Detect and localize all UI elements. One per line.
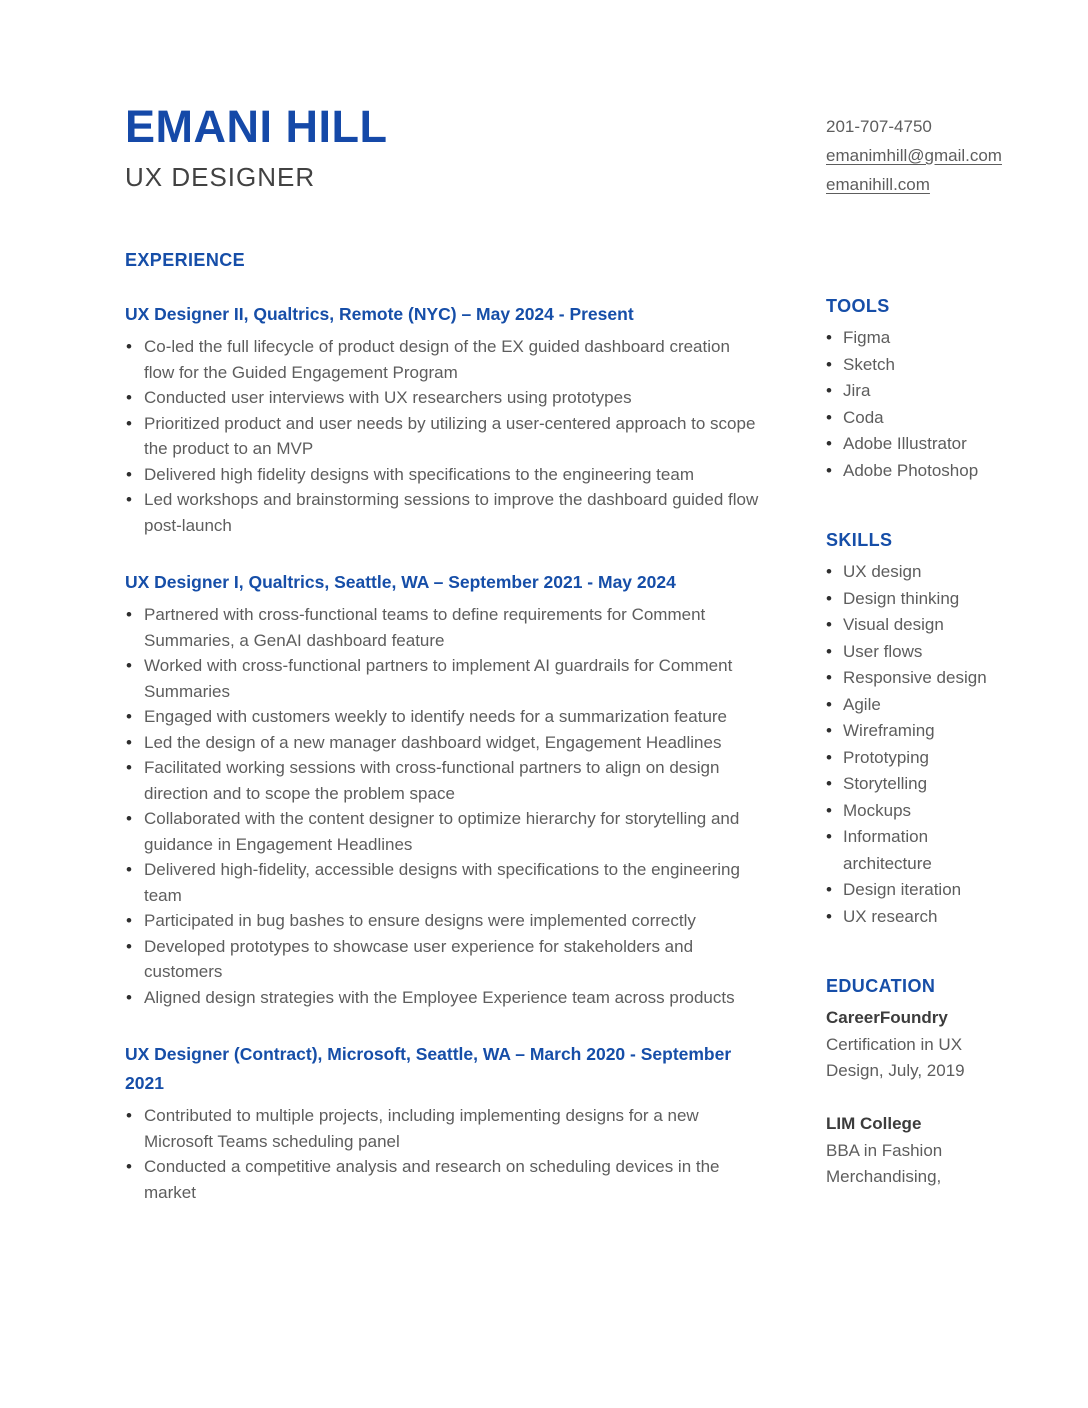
job-bullet-list: [125, 334, 761, 538]
person-name: EMANI HILL: [125, 101, 388, 152]
job-title: UX Designer II, Qualtrics, Remote (NYC) – May 2024 - Present: [125, 304, 634, 324]
experience-section: [125, 199, 761, 1205]
job-bullet: • Contributed to multiple projects, including implementing designs for a new Microsoft Teams scheduling panel: [125, 1103, 761, 1154]
education-entry: [826, 1111, 1016, 1190]
email-link[interactable]: emanimhill@gmail.com: [826, 146, 1002, 165]
skill-item: • Prototyping: [826, 745, 1016, 772]
sidebar: [826, 199, 1016, 1205]
school-detail: Certification in UX Design, July, 2019: [826, 1035, 965, 1080]
tool-item: • Adobe Photoshop: [826, 458, 1016, 485]
person-title: UX DESIGNER: [125, 162, 316, 192]
job-bullet: • Delivered high fidelity designs with specifications to the engineering team: [125, 462, 761, 488]
skill-item: • Agile: [826, 692, 1016, 719]
job-bullet: • Conducted user interviews with UX researchers using prototypes: [125, 385, 761, 411]
job-bullet: • Facilitated working sessions with cross-functional partners to align on design direction and to scope the problem space: [125, 755, 761, 806]
contact-block: [826, 112, 1016, 199]
tools-list: [826, 325, 1016, 484]
job-bullet: • Engaged with customers weekly to identify needs for a summarization feature: [125, 704, 761, 730]
education-entry: [826, 1005, 1016, 1084]
skill-item: • Design iteration: [826, 877, 1016, 904]
skill-item: • Storytelling: [826, 771, 1016, 798]
job-bullet: • Led workshops and brainstorming sessions to improve the dashboard guided flow post-launch: [125, 487, 761, 538]
tool-item: • Figma: [826, 325, 1016, 352]
job-bullet: • Developed prototypes to showcase user experience for stakeholders and customers: [125, 934, 761, 985]
skill-item: • Responsive design: [826, 665, 1016, 692]
job-bullet: • Aligned design strategies with the Employee Experience team across products: [125, 985, 761, 1011]
job-entry: [125, 300, 761, 538]
job-entry: [125, 1040, 761, 1205]
experience-heading: EXPERIENCE: [125, 250, 246, 270]
school-name: LIM College: [826, 1114, 922, 1133]
job-title: UX Designer (Contract), Microsoft, Seattle, WA – March 2020 - September 2021: [125, 1044, 732, 1093]
job-title: UX Designer I, Qualtrics, Seattle, WA – September 2021 - May 2024: [125, 572, 676, 592]
tool-item: • Coda: [826, 405, 1016, 432]
education-section: [826, 976, 1016, 1190]
job-bullet: • Participated in bug bashes to ensure designs were implemented correctly: [125, 908, 761, 934]
header-name-block: [125, 101, 761, 199]
skill-item: • Information architecture: [826, 824, 1016, 877]
job-bullet: • Co-led the full lifecycle of product design of the EX guided dashboard creation flow for the Guided Engagement Program: [125, 334, 761, 385]
job-bullet: • Partnered with cross-functional teams to define requirements for Comment Summaries, a GenAI dashboard feature: [125, 602, 761, 653]
job-bullet: • Worked with cross-functional partners to implement AI guardrails for Comment Summaries: [125, 653, 761, 704]
phone-number: 201-707-4750: [826, 117, 932, 136]
tools-heading: TOOLS: [826, 296, 890, 316]
tool-item: • Adobe Illustrator: [826, 431, 1016, 458]
skill-item: • Wireframing: [826, 718, 1016, 745]
skill-item: • Design thinking: [826, 586, 1016, 613]
tool-item: • Jira: [826, 378, 1016, 405]
job-bullet: • Led the design of a new manager dashboard widget, Engagement Headlines: [125, 730, 761, 756]
tools-section: [826, 296, 1016, 484]
skill-item: • UX research: [826, 904, 1016, 931]
tool-item: • Sketch: [826, 352, 1016, 379]
skill-item: • Mockups: [826, 798, 1016, 825]
job-bullet-list: [125, 602, 761, 1010]
website-link[interactable]: emanihill.com: [826, 175, 930, 194]
job-bullet: • Collaborated with the content designer to optimize hierarchy for storytelling and guidance in Engagement Headlines: [125, 806, 761, 857]
skills-heading: SKILLS: [826, 530, 893, 550]
skills-list: [826, 559, 1016, 930]
job-bullet: • Conducted a competitive analysis and research on scheduling devices in the market: [125, 1154, 761, 1205]
job-bullet-list: [125, 1103, 761, 1205]
skills-section: [826, 530, 1016, 930]
job-entry: [125, 568, 761, 1010]
skill-item: • UX design: [826, 559, 1016, 586]
school-detail: BBA in Fashion Merchandising,: [826, 1141, 943, 1186]
school-name: CareerFoundry: [826, 1008, 948, 1027]
education-heading: EDUCATION: [826, 976, 936, 996]
job-bullet: • Prioritized product and user needs by utilizing a user-centered approach to scope the product to an MVP: [125, 411, 761, 462]
skill-item: • Visual design: [826, 612, 1016, 639]
skill-item: • User flows: [826, 639, 1016, 666]
job-bullet: • Delivered high-fidelity, accessible designs with specifications to the engineering team: [125, 857, 761, 908]
